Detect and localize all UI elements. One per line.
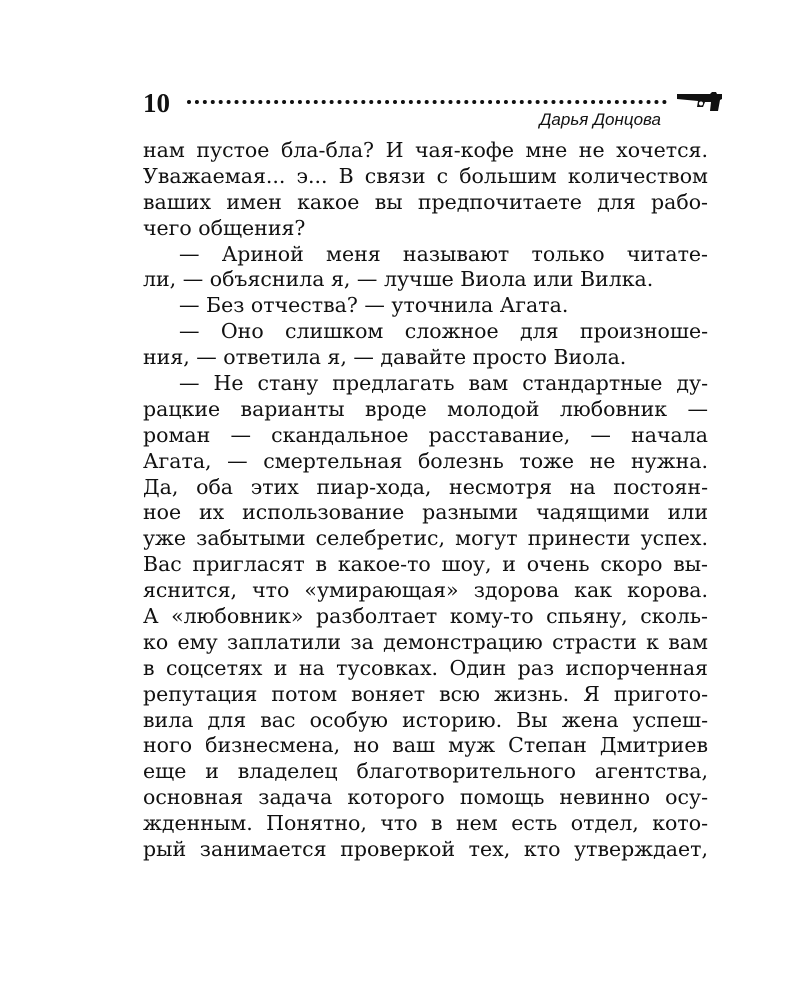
text-line: А «любовник» разболтает кому-то спьяну, сколь- <box>143 604 708 629</box>
text-line: яснится, что «умирающая» здорова как корова. <box>143 578 708 603</box>
text-line: — Не стану предлагать вам стандартные ду- <box>179 371 708 396</box>
text-line: основная задача которого помощь невинно осу- <box>143 785 708 810</box>
text-line: Да, оба этих пиар-хода, несмотря на постоян- <box>143 474 708 499</box>
text-line: в соцсетях и на тусовках. Один раз испорченная <box>143 655 708 680</box>
body-text <box>143 138 708 863</box>
text-line: ваших имен какое вы предпочитаете для рабо- <box>143 189 708 214</box>
text-line: вила для вас особую историю. Вы жена успеш- <box>143 707 708 732</box>
text-line: роман — скандальное расставание, — начала <box>143 422 708 447</box>
text-line: — Ариной меня называют только читате- <box>179 241 708 266</box>
text-line: — Без отчества? — уточнила Агата. <box>179 293 569 318</box>
text-line: чего общения? <box>143 215 306 240</box>
text-line: Уважаемая... э... В связи с большим количеством <box>143 163 708 188</box>
page-header <box>143 84 723 130</box>
text-line: жденным. Понятно, что в нем есть отдел, кото- <box>143 811 708 836</box>
pistol-icon <box>676 90 724 112</box>
text-line: — Оно слишком сложное для произноше- <box>179 319 708 344</box>
text-line: ное их использование разными чадящими или <box>143 500 708 525</box>
author-name: Дарья Донцова <box>539 110 661 129</box>
text-line: рый занимается проверкой тех, кто утверждает, <box>143 837 708 862</box>
text-line: нам пустое бла-бла? И чая-кофе мне не хочется. <box>143 138 708 162</box>
page-number: 10 <box>143 88 170 118</box>
text-line: рацкие варианты вроде молодой любовник — <box>143 396 708 421</box>
text-line: ния, — ответила я, — давайте просто Виола. <box>143 345 627 370</box>
text-line: ли, — объяснила я, — лучше Виола или Вилка. <box>143 267 654 292</box>
text-line: Агата, — смертельная болезнь тоже не нужна. <box>143 448 708 473</box>
text-line: ного бизнесмена, но ваш муж Степан Дмитриев <box>143 733 708 758</box>
text-line: еще и владелец благотворительного агентства, <box>143 759 708 784</box>
text-line: уже забытыми селебретис, могут принести успех. <box>143 526 708 551</box>
text-line: репутация потом воняет всю жизнь. Я пригото- <box>143 681 708 706</box>
dotted-rule <box>187 100 667 104</box>
text-line: ко ему заплатили за демонстрацию страсти к вам <box>143 629 708 654</box>
text-line: Вас пригласят в какое-то шоу, и очень скоро вы- <box>143 552 708 577</box>
